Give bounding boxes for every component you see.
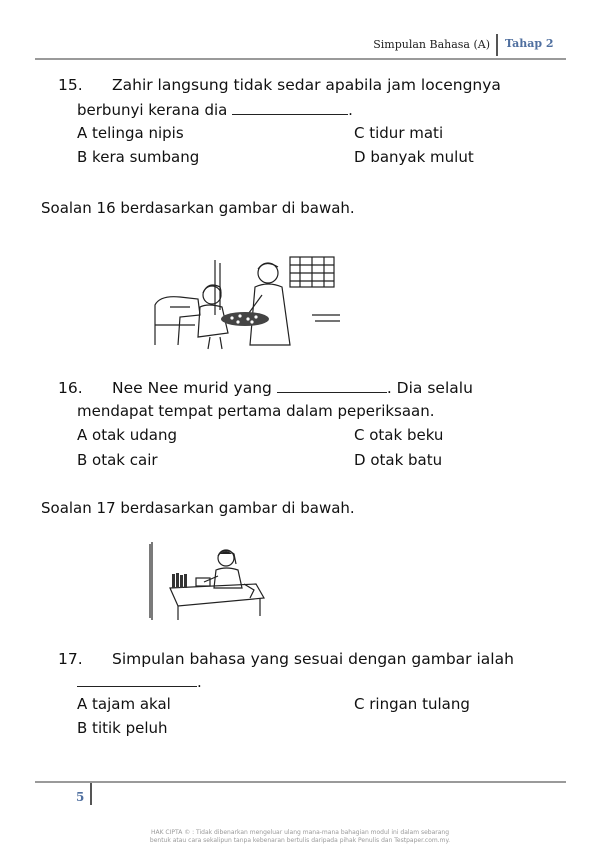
option-15-c: C tidur mati [354,124,444,142]
note-question-17: Soalan 17 berdasarkan gambar di bawah. [41,499,355,517]
question-16-text: Nee Nee murid yang [112,379,272,397]
answer-blank-16 [277,378,387,393]
question-16-number: 16. [58,379,83,397]
answer-blank-17 [77,672,197,687]
question-15-number: 15. [58,76,83,94]
question-15-text-2: berbunyi kerana dia [77,101,228,119]
question-16-line2: mendapat tempat pertama dalam peperiksaan. [77,402,435,420]
header-level: Tahap 2 [505,37,554,50]
question-17-text: Simpulan bahasa yang sesuai dengan gambar ialah [112,650,514,668]
option-17-c: C ringan tulang [354,695,470,713]
option-15-a: A telinga nipis [77,124,184,142]
copyright-footer [100,829,500,845]
question-16-text-2: . Dia selalu [386,379,473,397]
top-rule [35,58,566,60]
question-16-line1 [58,377,473,400]
option-17-a: A tajam akal [77,695,171,713]
option-16-a: A otak udang [77,426,177,444]
question-15-line2 [77,100,353,119]
question-17-line1 [58,648,514,671]
question-17-line2 [77,672,202,691]
question-15-period: . [348,101,353,119]
option-15-d: D banyak mulut [354,148,474,166]
question-17-number: 17. [58,650,83,668]
question-15-text: Zahir langsung tidak sedar apabila jam locengnya [112,76,501,94]
copyright-line-1: HAK CIPTA © : Tidak dibenarkan mengeluar ulang mana-mana bahagian modul ini dalam sebarang [150,829,450,836]
note-question-16: Soalan 16 berdasarkan gambar di bawah. [41,199,355,217]
option-15-b: B kera sumbang [77,148,200,166]
option-16-c: C otak beku [354,426,444,444]
header-subject: Simpulan Bahasa (A) [373,38,490,51]
option-17-b: B titik peluh [77,719,168,737]
page-header [0,34,600,58]
option-16-b: B otak cair [77,451,158,469]
option-16-d: D otak batu [354,451,443,469]
page-number-divider [90,783,92,805]
illustration-girl-at-desk [148,540,270,622]
header-divider [496,34,498,56]
illustration-girl-receiving-gift [150,255,340,350]
copyright-line-2: bentuk atau cara sekalipun tanpa kebenaran bertulis daripada pihak Penulis dan Testpaper.com.my. [149,837,451,844]
answer-blank-15 [232,100,348,115]
page-number: 5 [76,790,85,804]
bottom-rule [35,781,566,783]
question-17-period: . [197,673,202,691]
question-15-line1 [58,74,501,97]
